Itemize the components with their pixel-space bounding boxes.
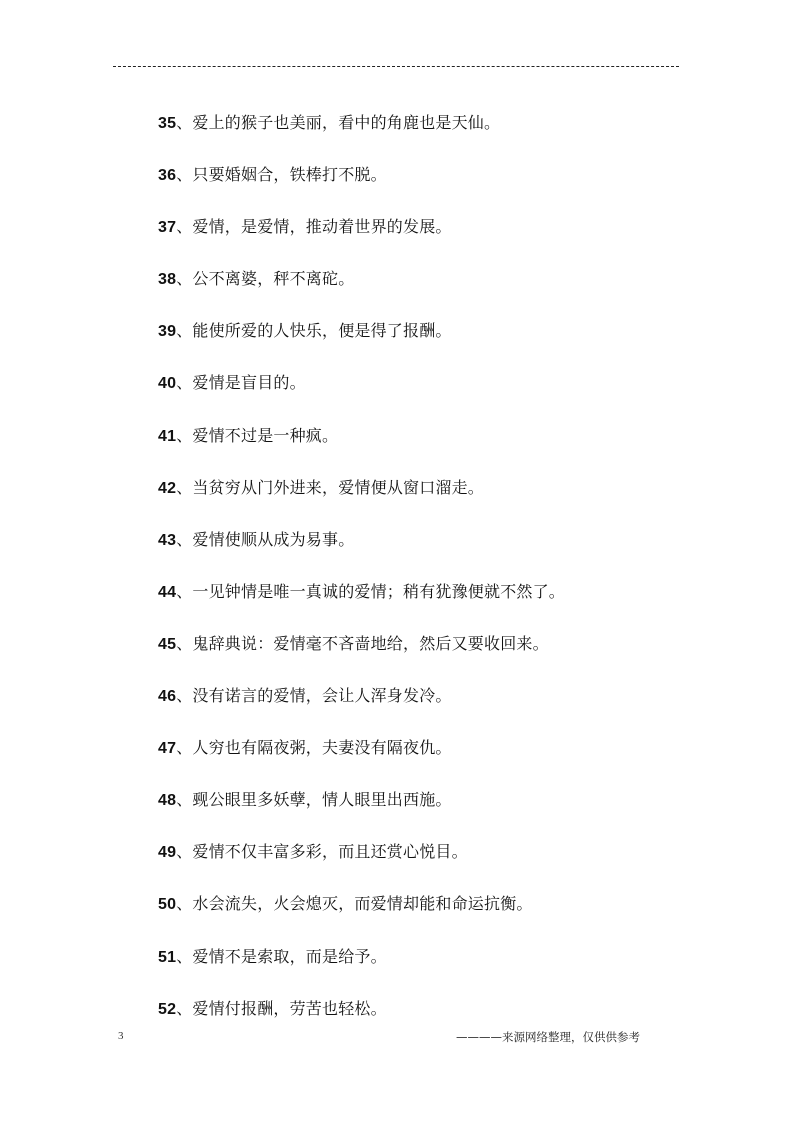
- header-dashed-rule: [113, 66, 679, 67]
- quote-text: 爱情不是索取，而是给予。: [192, 946, 387, 966]
- quote-item: [158, 108, 758, 160]
- quote-item: [158, 837, 758, 889]
- quote-text: 爱情不仅丰富多彩，而且还赏心悦目。: [192, 842, 468, 862]
- quote-separator: 、: [176, 581, 193, 601]
- quote-text: 爱情，是爱情，推动着世界的发展。: [192, 217, 452, 237]
- quote-text: 爱情不过是一种疯。: [192, 425, 339, 445]
- quote-text: 没有诺言的爱情，会让人浑身发冷。: [192, 686, 452, 706]
- quote-item: [158, 160, 758, 212]
- quote-item: [158, 473, 758, 525]
- quote-item: [158, 733, 758, 785]
- quote-number: 52: [158, 1000, 177, 1018]
- quote-number: 37: [158, 219, 177, 237]
- quote-number: 40: [158, 375, 177, 393]
- quote-separator: 、: [176, 686, 193, 706]
- quote-item: [158, 942, 758, 994]
- quote-item: [158, 525, 758, 577]
- quote-item: [158, 889, 758, 941]
- quote-text: 当贫穷从门外进来，爱情便从窗口溜走。: [192, 477, 485, 497]
- quote-separator: 、: [176, 269, 193, 289]
- quote-item: [158, 368, 758, 420]
- quote-separator: 、: [176, 738, 193, 758]
- quote-item: [158, 212, 758, 264]
- quote-item: [158, 681, 758, 733]
- quote-item: [158, 421, 758, 473]
- quote-number: 51: [158, 948, 177, 966]
- quote-separator: 、: [176, 529, 193, 549]
- quote-number: 47: [158, 740, 177, 758]
- quote-separator: 、: [176, 477, 193, 497]
- quote-number: 44: [158, 583, 177, 601]
- quote-text: 爱情使顺从成为易事。: [192, 529, 355, 549]
- quote-item: [158, 577, 758, 629]
- quote-separator: 、: [176, 165, 193, 185]
- quote-item: [158, 785, 758, 837]
- quote-separator: 、: [176, 842, 193, 862]
- quote-list: [158, 108, 758, 1046]
- quote-text: 爱情付报酬，劳苦也轻松。: [192, 998, 387, 1018]
- page-number: 3: [118, 1030, 124, 1042]
- quote-number: 43: [158, 531, 177, 549]
- quote-number: 48: [158, 792, 177, 810]
- quote-number: 50: [158, 896, 177, 914]
- quote-separator: 、: [176, 113, 193, 132]
- quote-separator: 、: [176, 321, 193, 341]
- source-note: ————来源网络整理，仅供供参考: [456, 1030, 640, 1044]
- quote-text: 水会流失，火会熄灭，而爱情却能和命运抗衡。: [192, 894, 533, 914]
- quote-number: 49: [158, 844, 177, 862]
- quote-text: 觋公眼里多妖孽，情人眼里出西施。: [192, 790, 452, 810]
- quote-item: [158, 264, 758, 316]
- quote-text: 能使所爱的人快乐，便是得了报酬。: [192, 321, 452, 341]
- quote-text: 人穷也有隔夜粥，夫妻没有隔夜仇。: [192, 738, 452, 758]
- quote-separator: 、: [176, 217, 193, 237]
- quote-text: 爱情是盲目的。: [192, 373, 306, 393]
- quote-number: 36: [158, 167, 177, 185]
- quote-separator: 、: [176, 998, 193, 1018]
- quote-number: 42: [158, 479, 177, 497]
- quote-text: 爱上的猴子也美丽，看中的角鹿也是天仙。: [192, 113, 501, 132]
- quote-item: [158, 629, 758, 681]
- quote-text: 鬼辞典说：爱情毫不吝啬地给，然后又要收回来。: [192, 633, 549, 653]
- quote-number: 35: [158, 115, 177, 132]
- quote-separator: 、: [176, 946, 193, 966]
- quote-number: 39: [158, 323, 177, 341]
- quote-separator: 、: [176, 633, 193, 653]
- quote-number: 46: [158, 688, 177, 706]
- quote-number: 41: [158, 427, 177, 445]
- quote-number: 38: [158, 271, 177, 289]
- quote-separator: 、: [176, 373, 193, 393]
- quote-separator: 、: [176, 790, 193, 810]
- quote-separator: 、: [176, 894, 193, 914]
- quote-text: 只要婚姻合，铁棒打不脱。: [192, 165, 387, 185]
- quote-item: [158, 316, 758, 368]
- quote-number: 45: [158, 635, 177, 653]
- quote-text: 一见钟情是唯一真诚的爱情；稍有犹豫便就不然了。: [192, 581, 566, 601]
- quote-separator: 、: [176, 425, 193, 445]
- quote-text: 公不离婆，秤不离砣。: [192, 269, 355, 289]
